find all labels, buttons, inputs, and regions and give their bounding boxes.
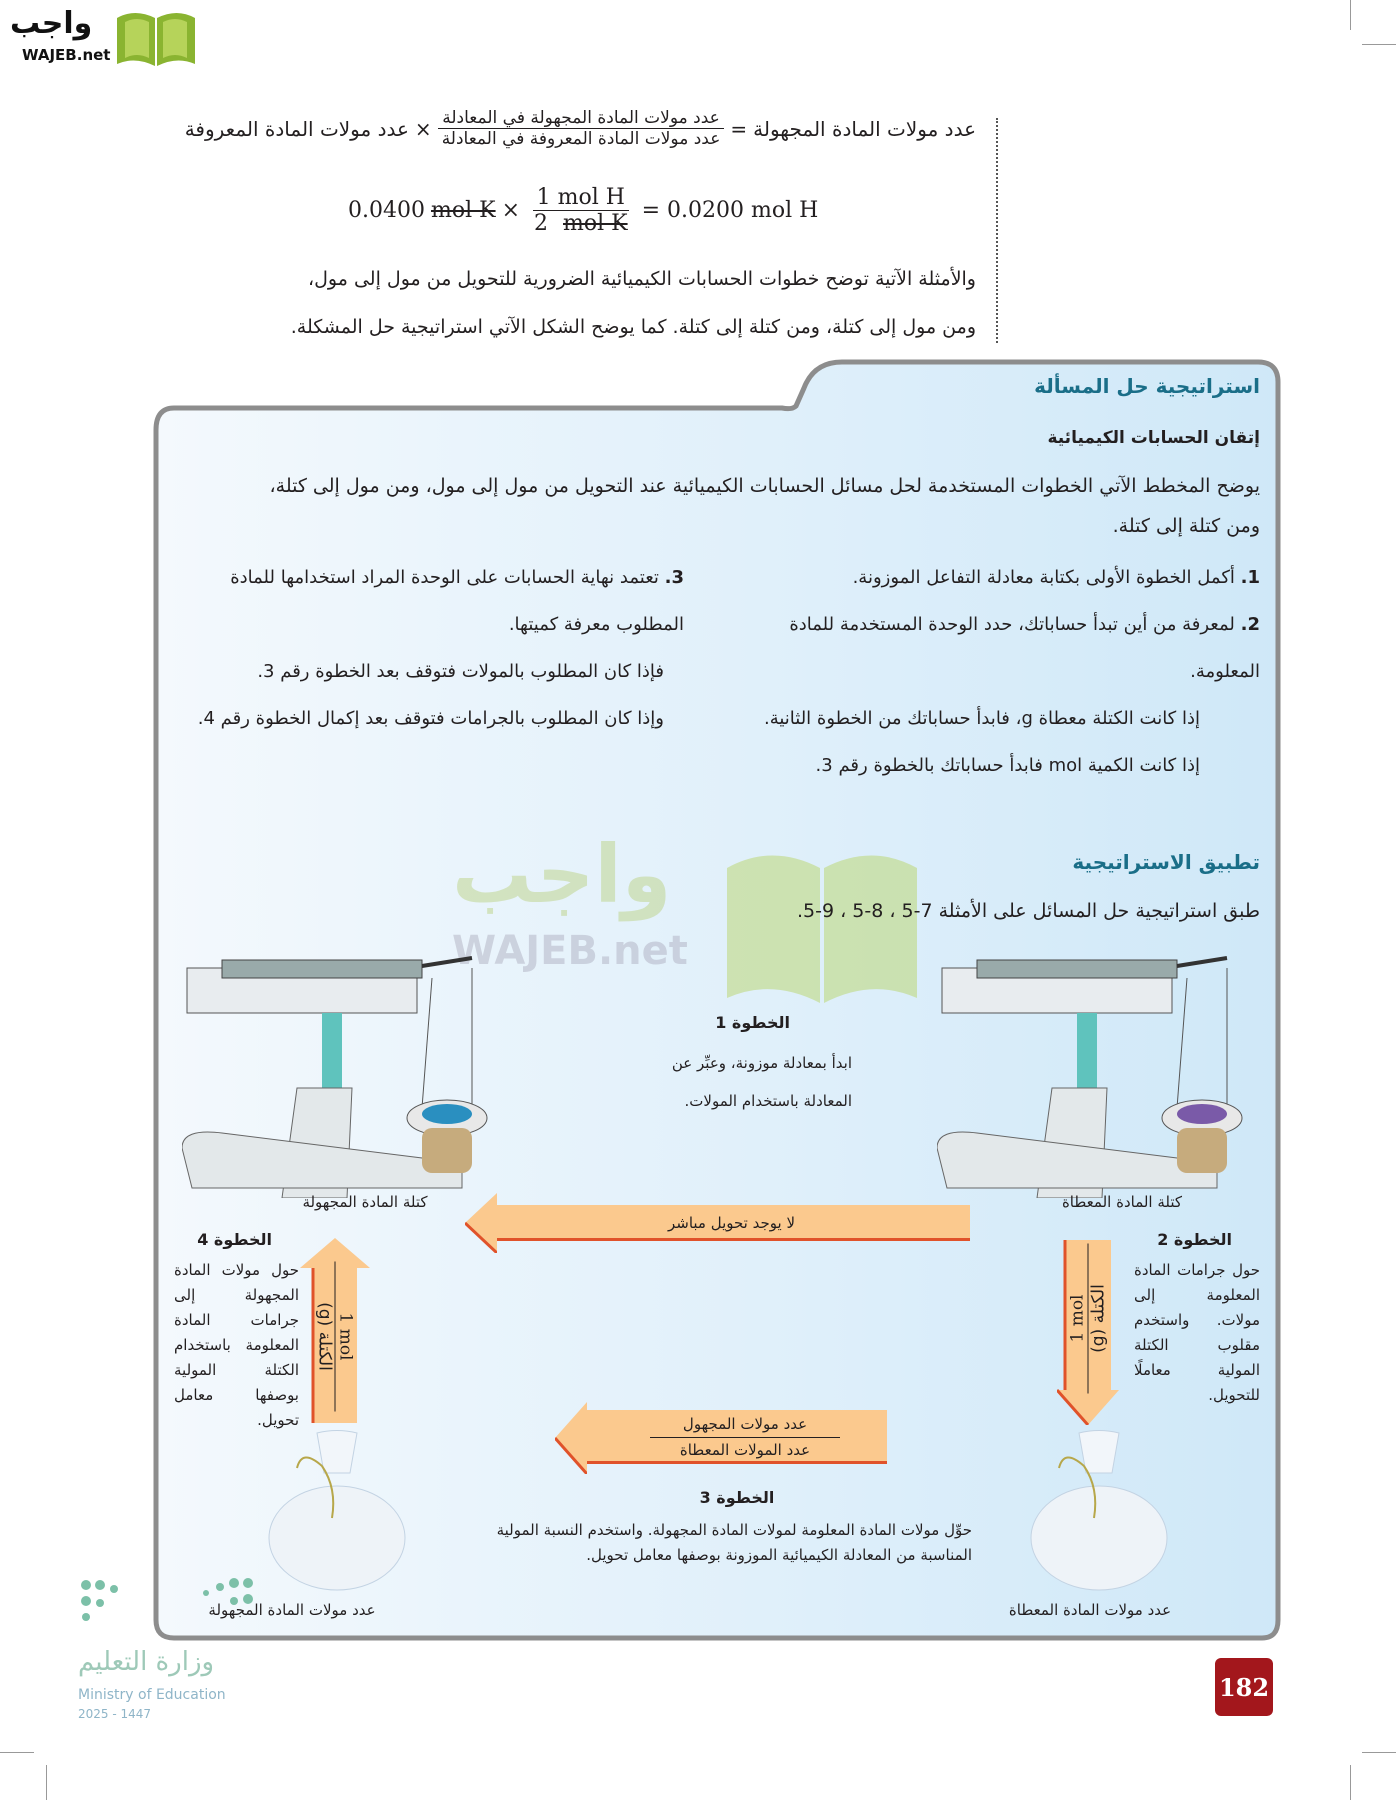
crop-mark	[0, 1752, 34, 1753]
step-number: 3.	[664, 567, 684, 588]
step-note: إذا كانت الكمية mol فابدأ حساباتك بالخطوة رقم 3.	[815, 755, 1200, 776]
factor-num: (g) الكتلة	[314, 1302, 335, 1371]
step1-title: الخطوة 1	[715, 1013, 790, 1032]
text-line: ابدأ بمعادلة موزونة، وعبِّر عن	[671, 1054, 852, 1072]
paragraph-line: ومن مول إلى كتلة، ومن كتلة إلى كتلة. كما يوضح الشكل الآتي استراتيجية حل المشكلة.	[290, 316, 976, 338]
crop-mark	[46, 1765, 47, 1800]
label-unknown-mass: كتلة المادة المجهولة	[302, 1193, 428, 1211]
factor-den: 1 mol	[335, 1262, 356, 1412]
apply-strategy-heading: تطبيق الاستراتيجية	[1072, 850, 1260, 874]
problem-solving-strategy-box	[152, 358, 1282, 1643]
times-sign: ×	[501, 198, 520, 223]
steps-right-column	[720, 554, 1260, 789]
step1-text	[622, 1044, 852, 1120]
mole-ratio-fraction-label	[650, 1412, 840, 1463]
crop-mark	[1350, 1765, 1351, 1800]
formula-equals: =	[730, 116, 748, 141]
ministry-arabic: وزارة التعليم	[78, 1647, 215, 1677]
text-line: المعادلة باستخدام المولات.	[684, 1092, 852, 1110]
logo-text: واجب	[10, 6, 93, 41]
page-number: 182	[1215, 1658, 1273, 1716]
step-note: وإذا كان المطلوب بالجرامات فتوقف بعد إكمال الخطوة رقم 4.	[197, 708, 664, 729]
general-mole-formula	[156, 108, 976, 149]
text-line: المناسبة من المعادلة الكيميائية الموزونة بوصفها معامل تحويل.	[586, 1546, 972, 1564]
ministry-year: 2025 - 1447	[78, 1707, 152, 1721]
formula-lhs: عدد مولات المادة المجهولة	[753, 116, 976, 141]
wajeb-logo[interactable]	[10, 4, 195, 68]
crop-mark	[1350, 0, 1351, 30]
step3-text	[452, 1518, 972, 1568]
step-item-3	[174, 554, 684, 648]
step-text: تعتمد نهاية الحسابات على الوحدة المراد استخدامها للمادة المطلوب معرفة كميتها.	[230, 567, 684, 635]
box-tab-title: استراتيجية حل المسألة	[1034, 374, 1260, 398]
cancelled-unit: mol K	[563, 211, 628, 236]
example-fraction	[526, 185, 636, 236]
step2-title: الخطوة 2	[1157, 1230, 1232, 1249]
step3-title: الخطوة 3	[699, 1488, 775, 1507]
watermark-book-icon	[722, 838, 922, 1008]
description-line: يوضح المخطط الآتي الخطوات المستخدمة لحل مسائل الحسابات الكيميائية عند التحويل من مول إلى مول، ومن مول إلى كتلة،	[269, 475, 1260, 497]
formula-rhs: عدد مولات المادة المعروفة	[184, 116, 409, 141]
step4-title: الخطوة 4	[197, 1230, 272, 1249]
mole-ratio-fraction	[438, 108, 725, 149]
step-number: 2.	[1240, 614, 1260, 635]
ratio-num: عدد مولات المجهول	[650, 1412, 840, 1438]
watermark-arabic: واجب	[452, 828, 672, 921]
arrow-label: لا يوجد تحويل مباشر	[667, 1214, 796, 1232]
example-calculation	[348, 185, 818, 236]
no-direct-conversion-arrow	[465, 1203, 970, 1245]
balance-given-mass-image	[937, 948, 1277, 1198]
ratio-den: عدد المولات المعطاة	[679, 1441, 811, 1459]
steps-left-column	[174, 554, 684, 742]
box-description	[170, 466, 1260, 546]
apply-strategy-text: طبق استراتيجية حل المسائل على الأمثلة 7-5 ، 8-5 ، 9-5.	[796, 900, 1260, 922]
step2-down-arrow	[1057, 1240, 1119, 1425]
step2-text: حول جرامات المادة المعلومة إلى مولات. واستخدم مقلوب الكتلة المولية معاملًا للتحويل.	[1134, 1261, 1260, 1404]
dotted-margin-line	[996, 118, 998, 343]
inverse-molar-mass-factor	[1068, 1244, 1109, 1394]
cancelled-unit: mol K	[430, 198, 496, 223]
step-note: فإذا كان المطلوب بالمولات فتوقف بعد الخطوة رقم 3.	[257, 661, 664, 682]
balance-unknown-mass-image	[182, 948, 522, 1198]
step4-up-arrow	[300, 1238, 370, 1423]
box-subheading: إتقان الحسابات الكيميائية	[1047, 428, 1260, 448]
mole-ratio-arrow	[555, 1408, 887, 1468]
example-numerator: 1 mol H	[533, 185, 629, 211]
description-line: ومن كتلة إلى كتلة.	[1112, 515, 1260, 537]
label-unknown-moles: عدد مولات المادة المجهولة	[208, 1601, 376, 1619]
den-value: 2	[534, 211, 548, 236]
formula-times: ×	[414, 116, 432, 141]
bag-given-moles-image	[1024, 1428, 1174, 1593]
fraction-numerator: عدد مولات المادة المجهولة في المعادلة	[438, 108, 724, 129]
book-icon	[115, 6, 197, 68]
paragraph-line: والأمثلة الآتية توضح خطوات الحسابات الكيميائية الضرورية للتحويل من مول إلى مول،	[308, 268, 976, 290]
label-given-mass: كتلة المادة المعطاة	[1061, 1193, 1183, 1211]
example-result: = 0.0200 mol H	[641, 198, 819, 223]
ministry-english: Ministry of Education	[78, 1687, 226, 1703]
example-denominator	[526, 211, 636, 236]
step-number: 1.	[1240, 567, 1260, 588]
label-given-moles: عدد مولات المادة المعطاة	[1008, 1601, 1172, 1619]
factor-den: (g) الكتلة	[1088, 1284, 1109, 1353]
step4-text: حول مولات المادة المجهولة إلى جرامات المادة المعلومة باستخدام الكتلة المولية بوصفها معامل تحويل.	[174, 1261, 299, 1429]
text-line: حوِّل مولات المادة المعلومة لمولات المادة المجهولة. واستخدم النسبة المولية	[496, 1521, 972, 1539]
fraction-denominator: عدد مولات المادة المعروفة في المعادلة	[441, 129, 721, 149]
step-text: لمعرفة من أين تبدأ حساباتك، حدد الوحدة المستخدمة للمادة المعلومة.	[789, 614, 1260, 682]
step1-block	[622, 1013, 852, 1120]
crop-mark	[1362, 1752, 1396, 1753]
molar-mass-factor	[315, 1262, 356, 1412]
bag-unknown-moles-image	[262, 1428, 412, 1593]
watermark-latin: WAJEB.net	[452, 928, 688, 974]
step-note: إذا كانت الكتلة معطاة g، فابدأ حساباتك من الخطوة الثانية.	[763, 708, 1200, 729]
logo-domain: WAJEB.net	[22, 46, 111, 64]
step-text: أكمل الخطوة الأولى بكتابة معادلة التفاعل الموزونة.	[852, 567, 1235, 588]
factor-num: 1 mol	[1068, 1244, 1089, 1394]
example-value: 0.0400	[348, 198, 425, 223]
step-item-1	[720, 554, 1260, 601]
crop-mark	[1362, 44, 1396, 45]
intro-paragraph	[126, 255, 976, 351]
step-item-2	[720, 601, 1260, 695]
